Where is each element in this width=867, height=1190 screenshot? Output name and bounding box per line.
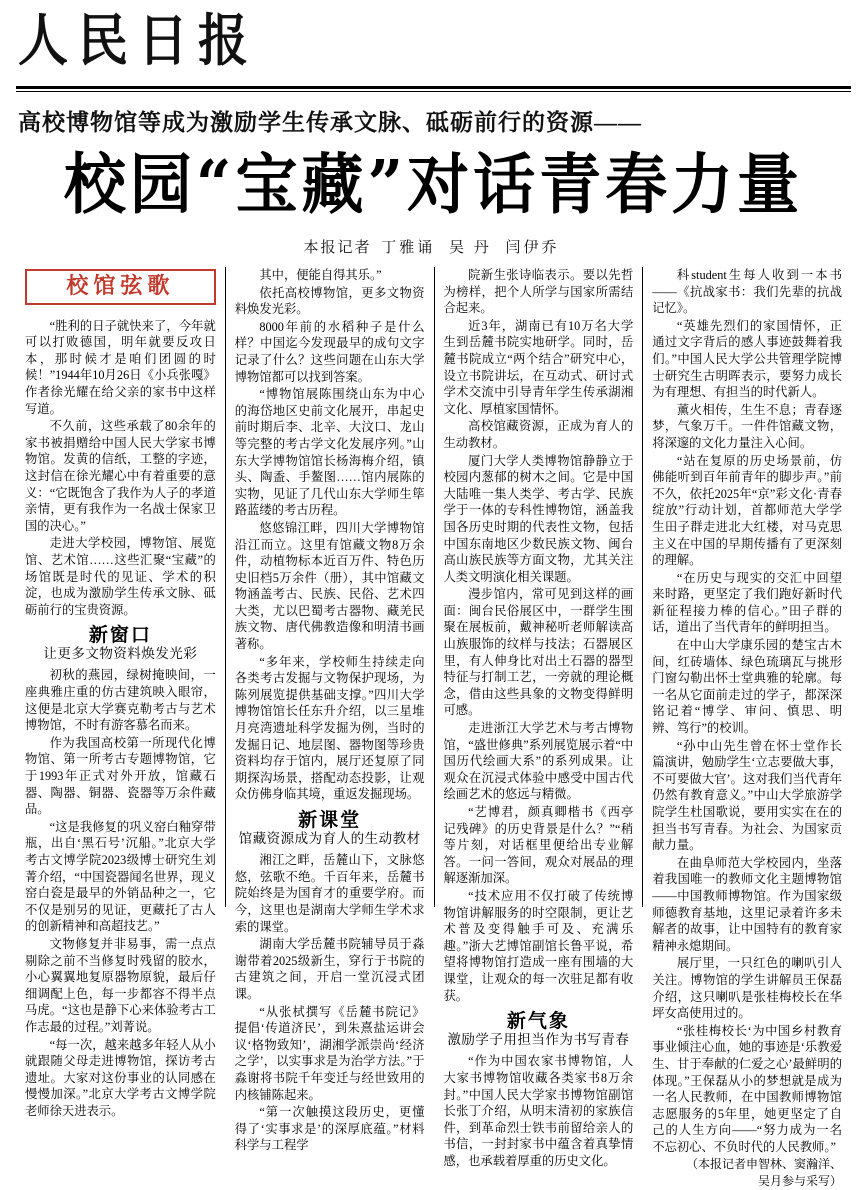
credit-line: （本报记者申智林、窦瀚洋、吴月参与采写） bbox=[685, 1157, 842, 1189]
paragraph: 薰火相传，生生不息；青春逐梦，气象万千。一件件馆藏文物，将深邃的文化力量注入心间。 bbox=[652, 402, 842, 450]
subsection-subheading: 激励学子用担当作为书写青春 bbox=[447, 1031, 630, 1047]
paragraph: 作为我国高校第一所现代化博物馆、第一所考古专题博物馆，它于1993年正式对外开放，馆藏石器、陶器、铜器、瓷器等万余件藏品。 bbox=[25, 735, 216, 817]
paragraph: “胜利的日子就快来了，今年就可以打败德国，明年就要反攻日本，那时候才是咱们团圆的时候！”1944年10月26日《小兵张嘎》作者徐光耀在给父亲的家书中这样写道。 bbox=[25, 318, 216, 416]
paragraph: 不久前，这些承载了80余年的家书被捐赠给中国人民大学家书博物馆。发黄的信纸，工整的字迹，这封信在徐光耀心中有着重要的意义：“它既饱含了我作为人子的孝道亲情，更有我作为一名战士保家卫国的决心。” bbox=[25, 419, 216, 533]
paragraph: “每一次，越来越多年轻人从小就跟随父母走进博物馆，探访考古遗址。大家对这份事业的认同感在慢慢加深。”北京大学考古文博学院老师徐天进表示。 bbox=[25, 1037, 216, 1118]
subsection-heading: 新窗口 bbox=[88, 624, 152, 647]
byline-prefix: 本报记者 bbox=[303, 240, 372, 256]
masthead bbox=[16, 0, 851, 82]
paragraph: 悠悠锦江畔，四川大学博物馆沿江而立。这里有馆藏文物8万余件，动植物标本近百万件、特色历史旧档5万余件（册），其中馆藏文物涵盖考古、民族、民俗、艺术四大类，尤以巴蜀考古器物、藏羌民族文物、唐代佛教造像和明清书画著称。 bbox=[234, 520, 425, 652]
paragraph: 走进浙江大学艺术与考古博物馆，“盛世修典”系列展览展示着“中国历代绘画大系”的系列成果。让观众在沉浸式体验中感受中国古代绘画艺术的悠远与精微。 bbox=[443, 721, 634, 802]
paragraph: 院新生张诗临表示。要以先哲为榜样，把个人所学与国家所需结合起来。 bbox=[443, 268, 634, 316]
paragraph: “博物馆展陈围绕山东为中心的海岱地区史前文化展开，串起史前时期后李、北辛、大汶口、龙山等完整的考古学文化发展序列。”山东大学博物馆馆长杨海梅介绍，镇头、陶盉、手鳌图……馆内展陈的实物，见证了几代山东大学师生筚路蓝缕的考古历程。 bbox=[234, 387, 425, 518]
subsection-heading: 新课堂 bbox=[298, 809, 362, 831]
paragraph: 湘江之畔，岳麓山下，文脉悠悠，弦歌不绝。千百年来，岳麓书院始终是为国育才的重要学府。而今，这里也是湖南大学师生学术求索的课堂。 bbox=[234, 853, 425, 934]
shoulder-headline: 高校博物馆等成为激励学生传承文脉、砥砺前行的资源—— bbox=[18, 110, 642, 135]
paragraph: 湖南大学岳麓书院辅导员于淼谢带着2025级新生，穿行于书院的古建筑之间，开启一堂沉浸式团课。 bbox=[234, 937, 425, 1001]
paragraph: “孙中山先生曾在怀士堂作长篇演讲，勉励学生‘立志要做大事，不可要做大官’。这对我们当代青年仍然有教育意义。”中山大学旅游学院学生杜国歌说，要用实实在在的担当书写青春。为社会、为国家贡献力量。 bbox=[652, 738, 842, 853]
paragraph: “多年来，学校师生持续走向各类考古发掘与文物保护现场，为陈列展览提供基础支撑。”四川大学博物馆馆长任东升介绍，以三星堆月亮湾遗址科学发掘为例，当时的发掘日记、地层图、器物图等珍贵资料均存于馆内，展厅还复原了同期探沟场景，搭配动态投影，让观众仿佛身临其境，重返发掘现场。 bbox=[234, 654, 425, 802]
main-headline: 校园“宝藏”对话青春力量 bbox=[63, 146, 804, 223]
article-columns bbox=[16, 267, 851, 1189]
paragraph: “在历史与现实的交汇中回望来时路，更坚定了我们跑好新时代新征程接力棒的信心。”田子群的话，道出了当代青年的鲜明担当。 bbox=[652, 570, 842, 635]
paragraph: 厦门大学人类博物馆静静立于校园内葱郁的树木之间。它是中国大陆唯一集人类学、考古学、民族学于一体的专科性博物馆，涵盖我国各历史时期的代表性文物，包括中国东南地区少数民族文物、闽台高山族民族等方面文物，尤其关注人类文明演化相关课题。 bbox=[443, 453, 634, 584]
paragraph: 漫步馆内，常可见到这样的画面：闽台民俗展区中，一群学生围聚在展板前，戴神秘听老师解读高山族服饰的纹样与技法；石器展区里，有人伸身比对出土石器的器型特征与打制工艺，一旁就的理论概念，借由这些具象的文物变得鲜明可感。 bbox=[443, 587, 634, 718]
paragraph: 近3年，湖南已有10万名大学生到岳麓书院实地研学。同时，岳麓书院成立“两个结合”研究中心，设立书院讲坛，在互动式、研讨式学术交流中引导青年学生传承湖湘文化、厚植家国情怀。 bbox=[443, 318, 634, 416]
paragraph: “技术应用不仅打破了传统博物馆讲解服务的时空限制，更让艺术普及变得触手可及、充满乐趣。”浙大艺博馆副馆长鲁平说，希望将博物馆打造成一座有围墙的大课堂，让观众的每一次驻足都有收获。 bbox=[443, 888, 634, 1003]
section-banner bbox=[25, 269, 216, 305]
subsection-subheading: 让更多文物资料焕发光彩 bbox=[43, 645, 198, 661]
paragraph: 8000年前的水稻种子是什么样？中国迄今发现最早的成句文字记录了什么？这些问题在山东大学博物馆都可以找到答案。 bbox=[234, 319, 425, 384]
byline bbox=[16, 236, 851, 257]
masthead-rule bbox=[16, 86, 851, 89]
paragraph: 科student生每人收到一本书——《抗战家书：我们先辈的抗战记忆》。 bbox=[652, 268, 842, 316]
paragraph: 走进大学校园，博物馆、展览馆、艺术馆……这些汇聚“宝藏”的场馆既是时代的见证、学术的积淀，也成为激励学生传承文脉、砥砺前行的宝贵资源。 bbox=[25, 536, 216, 617]
paragraph: “英雄先烈们的家国情怀，正通过文字背后的感人事迹鼓舞着我们。”中国人民大学公共管理学院博士研究生古明晖表示，要努力成长为有理想、有担当的时代新人。 bbox=[652, 318, 842, 400]
column-4 bbox=[642, 267, 851, 1189]
headline-block bbox=[16, 92, 851, 257]
paragraph: “张桂梅校长‘为中国乡村教育事业倾注心血，她的事迹是‘乐教爱生、甘于奉献的仁爱之心’最鲜明的体现。”王保磊从小的梦想就是成为一名人民教师，在中国教师博物馆志愿服务的5年里，她更坚定了自己的人生方向——“努力成为一名不忘初心、不负时代的人民教师。” bbox=[652, 1023, 842, 1154]
paragraph: “作为中国农家书博物馆，人大家书博物馆收藏各类家书8万余封。”中国人民大学家书博物馆副馆长张丁介绍，从明末清初的家族信件，到革命烈士铁韦前留给亲人的书信，一封封家书中蕴含着真挚情感，也承载着厚重的历史文化。 bbox=[443, 1054, 634, 1168]
paragraph: “这是我修复的巩义窑白釉穿带瓶，出自‘黑石号’沉船。”北京大学考古文博学院2023级博士研究生刘菁介绍，“中国瓷器闻名世界，现义窑白瓷是最早的外销品种之一，它不仅是别另的见证，更藏托了古人的创新精神和高超技艺。” bbox=[25, 819, 216, 934]
paragraph: 文物修复并非易事，需一点点剔除之前不当修复时残留的胶水，小心翼翼地复原器物原貌，最后仔细调配上色，每一步都容不得半点马虎。“这也是静下心来体验考古工作志最的过程。”刘菁说。 bbox=[25, 936, 216, 1034]
author-1: 丁雅诵 bbox=[381, 240, 436, 256]
paragraph: “站在复原的历史场景前，仿佛能听到百年前青年的脚步声。”前不久，依托2025年“京”彩文化·青春绽放”行动计划，首都师范大学学生田子群走进北大红楼，对马克思主义在中国的早期传播有了更深刻的理解。 bbox=[652, 453, 842, 568]
paragraph: 展厅里，一只红色的喇叭引人关注。博物馆的学生讲解员王保磊介绍，这只喇叭是张桂梅校长在华坪女高使用过的。 bbox=[652, 956, 842, 1021]
subsection-heading: 新气象 bbox=[506, 1010, 570, 1033]
author-3: 闫伊乔 bbox=[505, 240, 560, 256]
paragraph: 其中，便能自得其乐。” bbox=[259, 268, 382, 282]
column-3 bbox=[434, 267, 643, 1168]
paragraph: “艺博君，颜真卿楷书《西亭记残碑》的历史背景是什么？”“稍等片刻，对话框里便给出专业解答。一问一答间，观众对展品的理解逐渐加深。 bbox=[443, 805, 634, 886]
paragraph: 在中山大学康乐园的楚宝古木间，红砖墙体、绿色琉璃瓦与挑形门窗勾勒出怀士堂典雅的轮廓。每一名从它面前走过的学子，都深深铭记着“博学、审问、慎思、明辨、笃行”的校训。 bbox=[652, 638, 842, 736]
subsection-subheading: 馆藏资源成为育人的生动教材 bbox=[238, 830, 421, 846]
column-1 bbox=[16, 267, 225, 1118]
paragraph: “从张栻撰写《岳麓书院记》提倡‘传道济民’，到朱熹盐运讲会议‘格物致知’，湖湘学派崇尚‘经济之学’，以实事求是为治学方法。”于淼谢将书院千年变迁与经世致用的内核铺陈起来。 bbox=[234, 1004, 425, 1102]
paragraph: “第一次触摸这段历史，更懂得了‘实事求是’的深厚底蕴。”材料科学与工程学 bbox=[234, 1105, 425, 1153]
section-banner-label: 校馆弦歌 bbox=[66, 273, 175, 299]
paragraph: 高校馆藏资源，正成为育人的生动教材。 bbox=[443, 419, 634, 450]
author-2: 吴 丹 bbox=[449, 240, 492, 256]
paragraph: 初秋的燕园，绿树掩映间，一座典雅庄重的仿古建筑映入眼帘，这便是北京大学赛克勒考古与艺术博物馆，不时有游客慕名而来。 bbox=[25, 668, 216, 733]
masthead-title: 人民日报 bbox=[18, 7, 258, 74]
column-2 bbox=[225, 267, 434, 1153]
paragraph: 在曲阜师范大学校园内，坐落着我国唯一的教师文化主题博物馆——中国教师博物馆。作为国家级师德教育基地，这里记录着许多未解者的故事，让中国特有的教育家精神永熄期间。 bbox=[652, 855, 842, 953]
paragraph: 依托高校博物馆，更多文物资料焕发光彩。 bbox=[234, 285, 425, 317]
